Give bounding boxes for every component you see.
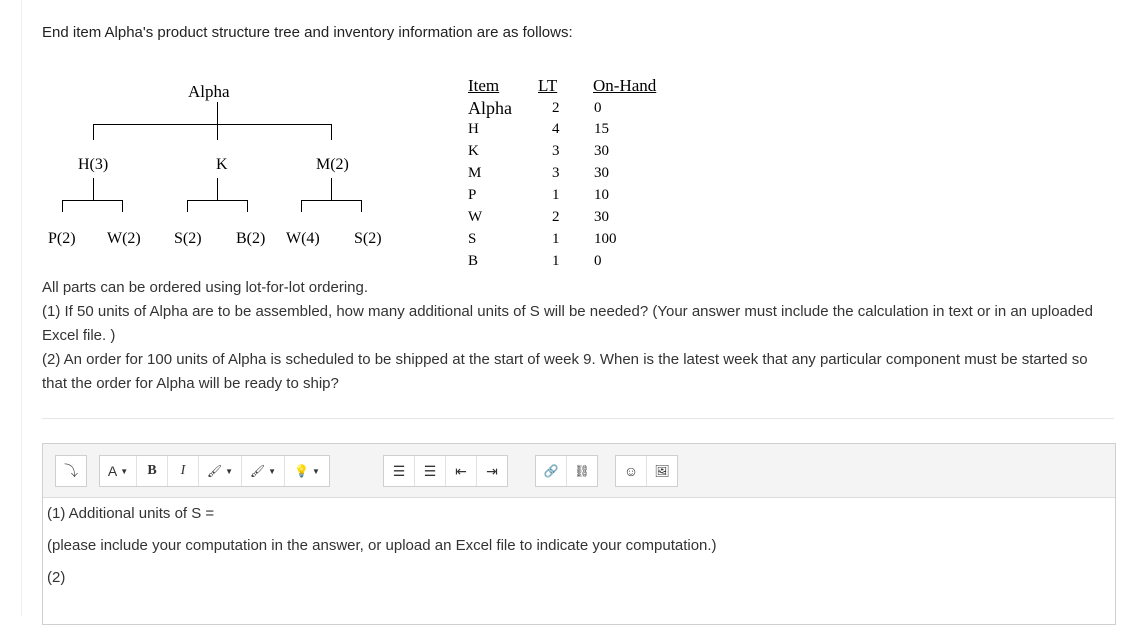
- inventory-header-lt: LT: [538, 76, 558, 95]
- italic-icon: I: [180, 463, 186, 478]
- inventory-lt-cell: 1: [552, 253, 560, 269]
- tree-node-w: W(2): [107, 230, 141, 247]
- unordered-list-button[interactable]: [384, 456, 415, 486]
- collapse-toolbar-icon: ⤵: [64, 463, 78, 479]
- inventory-lt-cell: 1: [552, 231, 560, 247]
- chevron-down-icon: ▼: [225, 466, 234, 476]
- tree-node-h: H(3): [78, 156, 109, 173]
- tree-line: [361, 200, 362, 212]
- text-color-button[interactable]: [199, 456, 242, 486]
- inventory-item-cell: P: [468, 187, 477, 203]
- inventory-lt-cell: 3: [552, 165, 560, 181]
- tree-node-m: M(2): [316, 156, 349, 173]
- tree-line: [62, 200, 123, 201]
- indent-icon: ⇥: [486, 462, 498, 479]
- inventory-lt-cell: 1: [552, 187, 560, 203]
- toolbar-group-insert: [615, 455, 678, 487]
- italic-button[interactable]: [168, 456, 199, 486]
- toggle-toolbar-button[interactable]: [56, 456, 86, 486]
- inventory-item-cell: Alpha: [468, 98, 512, 118]
- answer-line-1: (1) Additional units of S =: [47, 505, 215, 522]
- tree-line: [122, 200, 123, 212]
- toolbar-group-lists: [383, 455, 508, 487]
- emoticon-button[interactable]: [616, 456, 647, 486]
- inventory-header-onhand: On-Hand: [593, 76, 657, 95]
- image-icon: 🖼: [654, 464, 670, 478]
- tree-line: [217, 178, 218, 200]
- inventory-onhand-cell: 100: [594, 231, 617, 247]
- background-color-button[interactable]: [242, 456, 285, 486]
- inventory-onhand-cell: 10: [594, 187, 609, 203]
- tree-line: [301, 200, 362, 201]
- inventory-item-cell: W: [468, 209, 483, 225]
- left-border-rule: [21, 0, 22, 616]
- inventory-item-cell: K: [468, 143, 479, 159]
- chevron-down-icon: ▼: [312, 466, 320, 476]
- toolbar-group-style: [99, 455, 330, 487]
- tree-line: [247, 200, 248, 212]
- bold-icon: B: [147, 463, 157, 478]
- toolbar-group-collapse: [55, 455, 87, 487]
- section-divider: [42, 418, 1114, 419]
- paragraph-style-button[interactable]: [100, 456, 137, 486]
- unlink-icon: ⛓: [574, 464, 590, 478]
- tree-line: [217, 124, 218, 140]
- intro-text: End item Alpha's product structure tree and inventory information are as follows:: [42, 24, 573, 41]
- tree-node-k: K: [216, 156, 228, 173]
- question-part-1: (1) If 50 units of Alpha are to be assembled, how many additional units of S will be needed? (Your answer must include the calculation in text or in an uploaded Excel file. ): [42, 303, 1093, 344]
- indent-button[interactable]: [477, 456, 507, 486]
- tree-node-s: S(2): [354, 230, 382, 247]
- inventory-item-cell: H: [468, 121, 479, 137]
- smiley-icon: ☺: [623, 463, 639, 479]
- question-text: [42, 276, 1112, 396]
- toolbar-group-links: [535, 455, 598, 487]
- question-line-ordering: All parts can be ordered using lot-for-lot ordering.: [42, 279, 369, 296]
- insert-image-button[interactable]: [647, 456, 677, 486]
- brush-icon: 🖌: [249, 464, 266, 478]
- inventory-table: [468, 76, 698, 276]
- answer-line-3: (2): [47, 569, 66, 586]
- inventory-item-cell: B: [468, 253, 479, 269]
- inventory-onhand-cell: 30: [594, 209, 609, 225]
- tree-line: [93, 124, 94, 140]
- bold-button[interactable]: [137, 456, 168, 486]
- answer-editor[interactable]: [42, 443, 1116, 625]
- editor-content-area[interactable]: [43, 498, 1115, 606]
- ordered-list-button[interactable]: [415, 456, 446, 486]
- outdent-icon: ⇤: [455, 462, 467, 479]
- tree-line: [93, 178, 94, 200]
- inventory-onhand-cell: 15: [594, 121, 609, 137]
- product-structure-tree: [40, 78, 420, 268]
- inventory-onhand-cell: 30: [594, 143, 609, 159]
- link-button[interactable]: [536, 456, 567, 486]
- tree-node-s: S(2): [174, 230, 202, 247]
- lightbulb-icon: 💡: [294, 464, 310, 478]
- inventory-lt-cell: 4: [552, 121, 560, 137]
- bullet-list-icon: ☰: [392, 462, 406, 479]
- answer-line-2: (please include your computation in the answer, or upload an Excel file to indicate your computation.): [47, 537, 717, 554]
- tree-line: [331, 178, 332, 200]
- inventory-item-cell: S: [468, 231, 477, 247]
- tree-line: [301, 200, 302, 212]
- inventory-onhand-cell: 0: [594, 253, 602, 269]
- numbered-list-icon: ☰: [423, 462, 437, 479]
- tree-node-alpha: Alpha: [188, 82, 230, 101]
- tree-node-w: W(4): [286, 230, 320, 247]
- editor-toolbar: [43, 444, 1115, 498]
- outdent-button[interactable]: [446, 456, 477, 486]
- question-part-2: (2) An order for 100 units of Alpha is scheduled to be shipped at the start of week 9. When is the latest week that any particular component must be started so that the order for Alpha will be ready to ship?: [42, 351, 1088, 392]
- brush-icon: 🖌: [206, 464, 223, 478]
- inventory-item-cell: M: [468, 165, 482, 181]
- paragraph-style-icon: A: [107, 463, 118, 479]
- inventory-lt-cell: 3: [552, 143, 560, 159]
- inventory-onhand-cell: 0: [594, 100, 602, 116]
- chevron-down-icon: ▼: [268, 466, 277, 476]
- tree-node-b: B(2): [236, 230, 266, 247]
- unlink-button[interactable]: [567, 456, 597, 486]
- link-icon: 🔗: [543, 464, 559, 478]
- inventory-onhand-cell: 30: [594, 165, 609, 181]
- inventory-header-item: Item: [468, 76, 500, 95]
- tree-line: [187, 200, 248, 201]
- inventory-lt-cell: 2: [552, 209, 560, 225]
- accessibility-button[interactable]: [285, 456, 329, 486]
- tree-line: [331, 124, 332, 140]
- chevron-down-icon: ▼: [120, 466, 129, 476]
- tree-line: [62, 200, 63, 212]
- tree-line: [93, 124, 332, 125]
- inventory-lt-cell: 2: [552, 100, 560, 116]
- tree-node-p: P(2): [48, 230, 76, 247]
- tree-line: [217, 102, 218, 124]
- tree-line: [187, 200, 188, 212]
